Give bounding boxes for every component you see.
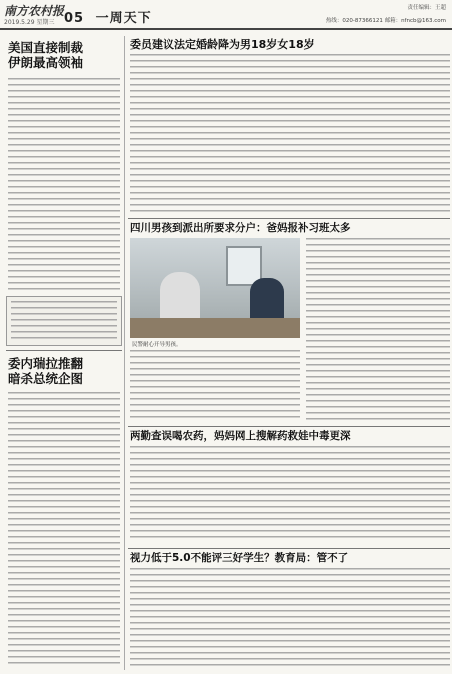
headline-pesticide: 两勤查误喝农药，妈妈网上搜解药救娃中毒更深 [130, 430, 351, 442]
page-number-value: 05 [64, 11, 85, 26]
headline-venezuela-line1: 委内瑞拉推翻 [8, 356, 84, 371]
article-body-marriage-age [130, 54, 450, 214]
divider [128, 218, 450, 219]
headline-venezuela-line2: 暗杀总统企图 [8, 371, 84, 386]
sidebar-box-text [11, 301, 117, 341]
divider [128, 426, 450, 427]
sidebar-box [6, 296, 122, 346]
issue-date: 2019.5.29 星期三 [4, 19, 55, 26]
article-body-pesticide [130, 446, 450, 542]
headline-boy: 四川男孩到派出所要求分户：爸妈报补习班太多 [130, 222, 351, 234]
newspaper-logo: 南方农村报 [4, 4, 65, 18]
headline-iran [8, 40, 118, 70]
section-name: 一周天下 [95, 11, 152, 26]
photo-police-station [130, 238, 300, 338]
article-body-venezuela [8, 392, 120, 668]
article-body-boy-a [130, 350, 300, 420]
page-number [64, 7, 152, 26]
headline-vision: 视力低于5.0不能评三好学生？教育局：管不了 [130, 552, 349, 564]
photo-caption: 民警耐心开导男孩。 [132, 342, 182, 348]
headline-marriage-age: 委员建议法定婚龄降为男18岁女18岁 [130, 38, 315, 51]
divider [6, 350, 122, 351]
headline-iran-line1: 美国直接制裁 [8, 40, 84, 55]
contact-line: 热线：020-87366121 邮箱：nfncb@163.com [325, 18, 446, 24]
article-body-iran [8, 78, 120, 290]
article-body-boy-b [306, 238, 450, 422]
headline-venezuela [8, 356, 118, 386]
headline-iran-line2: 伊朗最高领袖 [8, 55, 84, 70]
photo-desk [130, 318, 300, 338]
article-body-vision [130, 568, 450, 668]
divider [128, 548, 450, 549]
editor-credit: 责任编辑：王超 [407, 5, 446, 11]
column-divider [124, 36, 125, 670]
